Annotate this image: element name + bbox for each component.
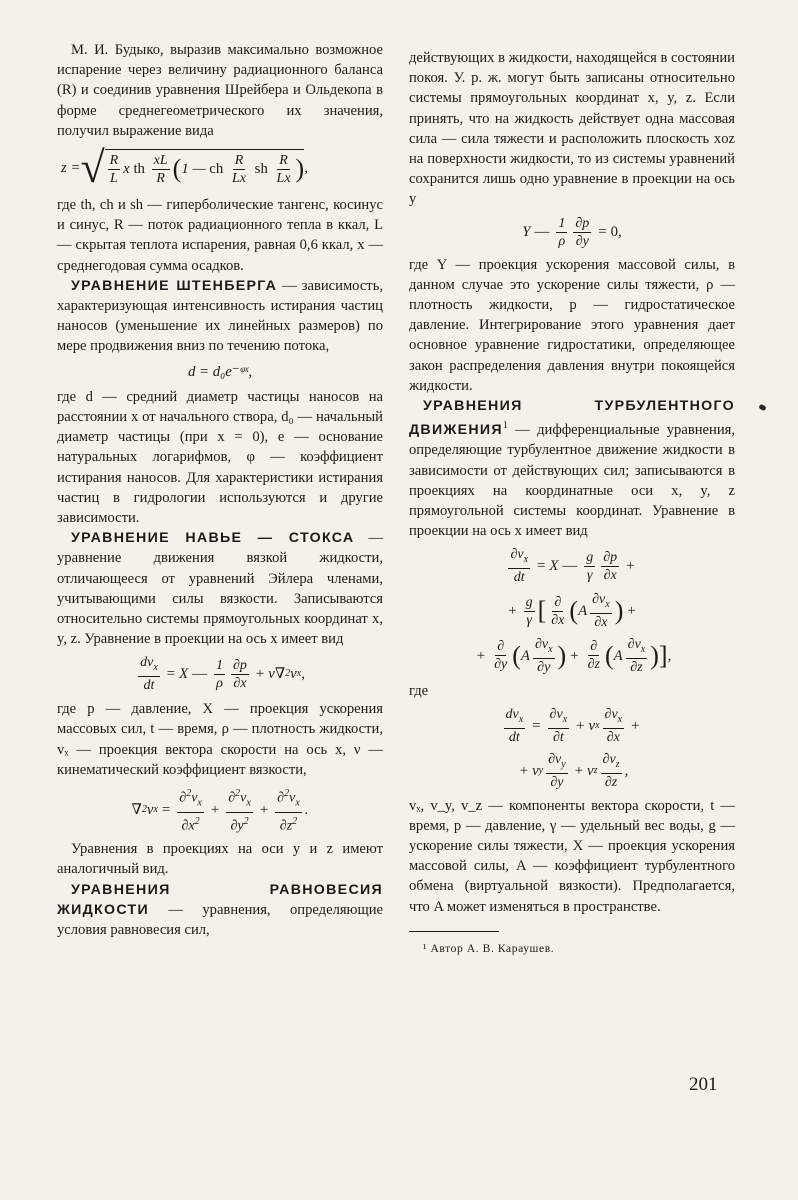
- shtenberg-explanation: где d — средний диаметр частицы наносов на расстоянии x от начального створа, d₀ — начальный диаметр частицы (при x = 0), e — основание натуральных логарифмов, φ — коэффициент истирания наносов. Для характеристики истирания частиц в гидрологии используются и другие зависимости.: [57, 388, 383, 527]
- ravn-entry: [57, 880, 383, 941]
- footnote: ¹ Автор А. В. Караушев.: [423, 942, 555, 955]
- total-derivative-line2: + v y $\frac{\partial v_y}{\partial y}$ + v z $\frac{\partial v_z}{\partial z}$ ,: [519, 751, 629, 790]
- turb-term: УРАВНЕНИЯ ТУРБУЛЕНТНОГО ДВИЖЕНИЯ: [409, 398, 735, 439]
- hydrostatic-equation: Y — $\frac{1}{\rho}$ $\frac{\partial p}{\partial y}$ = 0,: [522, 215, 622, 249]
- navier-explanation: где p — давление, X — проекция ускорения массовых сил, t — время, ρ — плотность жидкости, vₓ — проекция вектора скорости на ось x, ν — кинематический коэффициент вязкости,: [57, 701, 383, 778]
- navier-equation: $\frac{dv_x}{dt}$ = X — $\frac{1}{\rho}$ $\frac{\partial p}{\partial x}$ + ν∇ 2 v x ,: [140, 655, 305, 694]
- left-column: [57, 40, 383, 940]
- hydrostatic-explanation: где Y — проекция ускорения массовой силы, в данном случае это ускорение силы тяжести, ρ — плотность жидкости, p — гидростатическое давление. Интегрирование этого уравнения дает основное уравнение гидростатики, определяющее закон распределения давления внутри покоящейся жидкости.: [409, 256, 735, 394]
- right-column: [409, 48, 735, 957]
- turb-definition: — дифференциальные уравнения, определяющие турбулентное движение жидкости в зависимости от действующих сил; записываются в проекциях на координатные оси x, y, z прямоугольной системы координат. Уравнение в проекции на ось x имеет вид: [409, 422, 735, 540]
- laplacian-equation: ∇ 2 v x = $\frac{\partial^2v_x}{\partial x^2}$ + $\frac{\partial^2v_x}{\partial y^2}$ + $\frac{\partial^2v_x}{\partial z^2}$ .: [57, 785, 383, 834]
- shtenberg-definition: — зависимость, характеризующая интенсивность истирания частиц наносов (уменьшение их линейных размеров) по мере продвижения вниз по течению потока,: [57, 277, 383, 355]
- page-number: 201: [689, 1074, 718, 1095]
- turb-entry: [409, 396, 735, 541]
- budyko-eq-lhs: z =: [61, 159, 81, 176]
- navier-definition: — уравнение движения вязкой жидкости, отличающееся от уравнений Эйлера членами, учитывающими силы вязкости. Записываются относительно системы прямоугольных координат x, y, z. Уравнение в проекции на ось x имеет вид: [57, 530, 383, 648]
- radical-sign: √: [80, 143, 105, 193]
- ink-mark: [758, 404, 767, 412]
- budyko-explanation: где th, ch и sh — гиперболические тангенс, косинус и синус, R — поток радиационного тепла в ккал, L — скрытая теплота испарения, равная 0,6 ккал, x — среднегодовая сумма осадков.: [57, 197, 383, 274]
- shtenberg-entry: [57, 276, 383, 357]
- ravn-term: УРАВНЕНИЯ РАВНОВЕСИЯ ЖИДКОСТИ: [57, 881, 383, 918]
- budyko-eq-comma: ,: [304, 159, 308, 176]
- shtenberg-term: УРАВНЕНИЕ ШТЕНБЕРГА: [71, 277, 278, 294]
- budyko-equation: [57, 143, 383, 193]
- gde-label: где: [409, 682, 429, 699]
- radicand: $\frac{R}{L}$ x th $\frac{xL}{R}$ ( 1 — ch $\frac{R}{Lx}$ sh $\frac{R}{Lx}$ ): [105, 149, 305, 187]
- turb-equation-line3: + $\frac{\partial}{\partial y}$ ( A $\frac{\partial v_x}{\partial y}$ ) + $\frac{\partial}{\partial z}$ ( A $\frac{\partial v_x}{\partial z}$ )] ,: [476, 636, 672, 675]
- footnote-divider: [409, 931, 499, 932]
- navier-tail: Уравнения в проекциях на оси y и z имеют аналогичный вид.: [57, 841, 383, 878]
- ravn-definition: — уравнения, определяющие условия равновесия сил,: [57, 901, 383, 939]
- footnote-marker: 1: [502, 420, 508, 432]
- navier-term: УРАВНЕНИЕ НАВЬЕ — СТОКСА: [71, 530, 355, 547]
- navier-entry: [57, 528, 383, 649]
- turb-explanation: vₓ, v_y, v_z — компоненты вектора скорости, t — время, p — давление, γ — удельный вес воды, g — ускорение силы тяжести, X — проекция ускорения массовой силы, A — коэффициент турбулентного обмена (виртуальной вязкости). Предполагается, что A может изменяться в пространстве.: [409, 797, 735, 915]
- budyko-intro: М. И. Будыко, выразив максимально возможное испарение через величину радиационного баланса (R) и соединив уравнения Шрейбера и Ольдекопа в форме среднегеометрического их значения, получил выражение вида: [57, 42, 383, 139]
- total-derivative-line1: $\frac{dv_x}{dt}$ = $\frac{\partial v_x}{\partial t}$ + v x $\frac{\partial v_x}{\partial x}$ +: [505, 706, 640, 745]
- turb-equation-line2: + $\frac{g}{\gamma}$ [ $\frac{\partial}{\partial x}$ ( A $\frac{\partial v_x}{\partial x}$ ) +: [508, 592, 636, 630]
- turb-equation-line1: $\frac{\partial v_x}{dt}$ = X — $\frac{g}{\gamma}$ $\frac{\partial p}{\partial x}$ +: [510, 547, 635, 586]
- ravn-continuation: действующих в жидкости, находящейся в состоянии покоя. У. р. ж. могут быть записаны относительно системы прямоугольных координат x, y, z. Если принять, что на жидкость действует одна массовая сила — сила тяжести и расположить плоскость xoz на поверхности жидкости, то из системы уравнений сохранится лишь одно уравнение в проекции на ось y: [409, 50, 735, 208]
- shtenberg-equation: d = d₀e⁻ᵠˣ,: [187, 363, 253, 380]
